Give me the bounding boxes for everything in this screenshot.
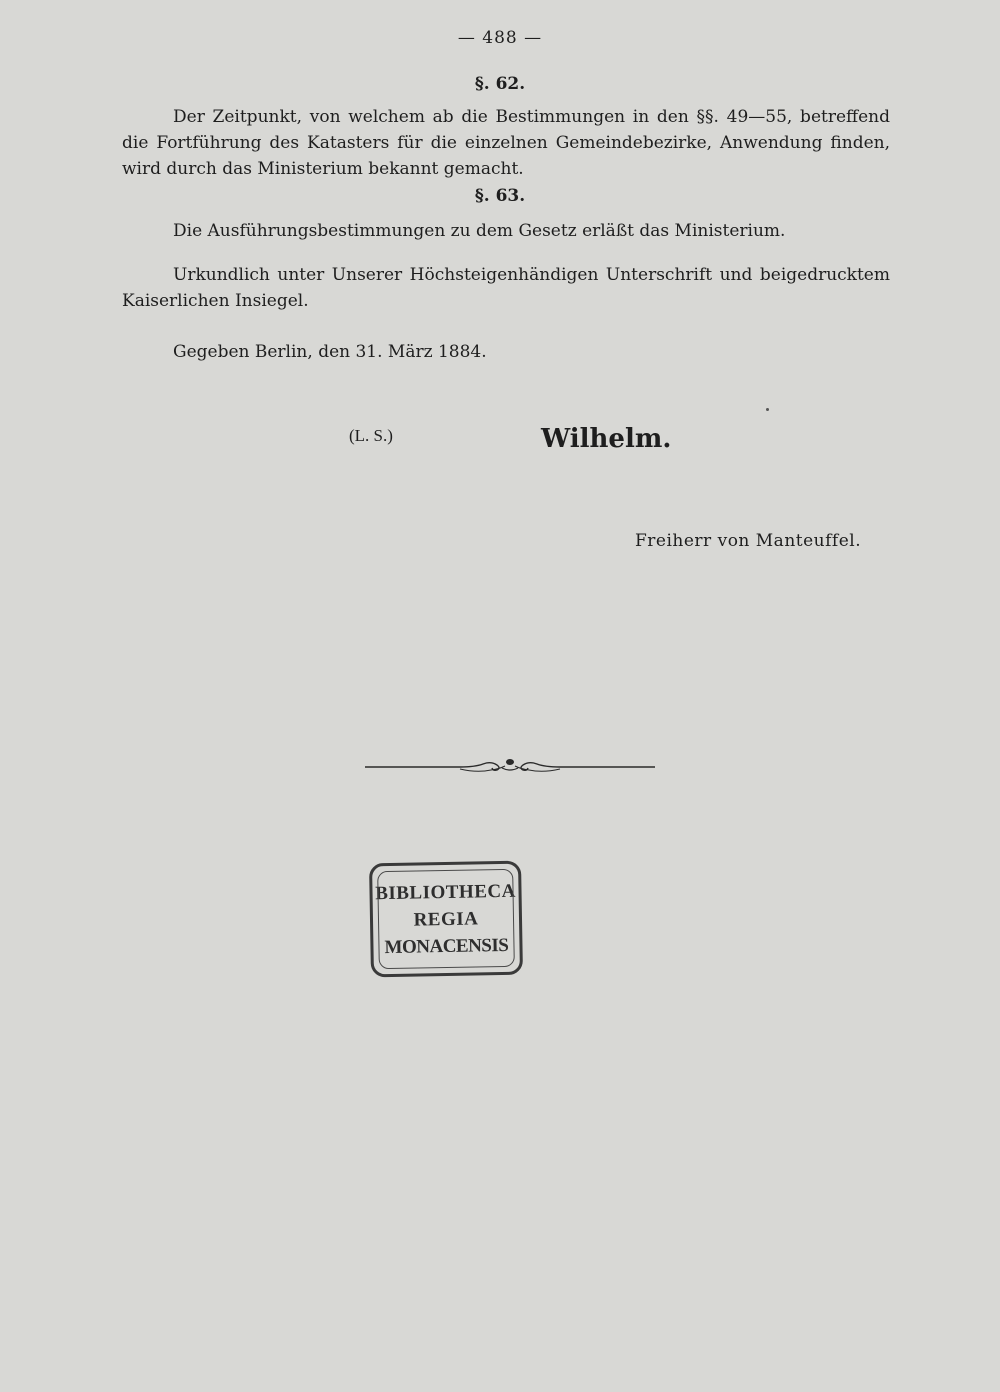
date-line: Gegeben Berlin, den 31. März 1884. [173,342,487,362]
library-stamp [369,861,523,978]
page-number: — 488 — [457,28,543,48]
section-63-text: Die Ausführungsbestimmungen zu dem Gesetz erläßt das Ministerium. [173,221,786,241]
stamp-line: MONACENSIS [384,934,509,958]
section-62-heading: §. 62. [474,74,526,94]
section-62-text: Der Zeitpunkt, von welchem ab die Bestimmungen in den §§. 49—55, betreffend die Fortführung des Katasters für die einzelnen Gemeindebezirke, Anwendung finden, wird durch das Ministerium bekannt gemacht. [122,107,890,179]
paper-speck [766,408,769,411]
minister-signature: Freiherr von Manteuffel. [635,531,862,551]
emperor-signature: Wilhelm. [541,424,672,454]
stamp-line: REGIA [413,907,479,931]
ornamental-divider [365,755,655,777]
seal-marker: (L. S.) [349,426,393,445]
stamp-line: BIBLIOTHECA [375,880,517,904]
attestation-text: Urkundlich unter Unserer Höchsteigenhändigen Unterschrift und beigedrucktem Kaiserlichen Insiegel. [122,265,890,311]
section-63-heading: §. 63. [474,186,526,206]
